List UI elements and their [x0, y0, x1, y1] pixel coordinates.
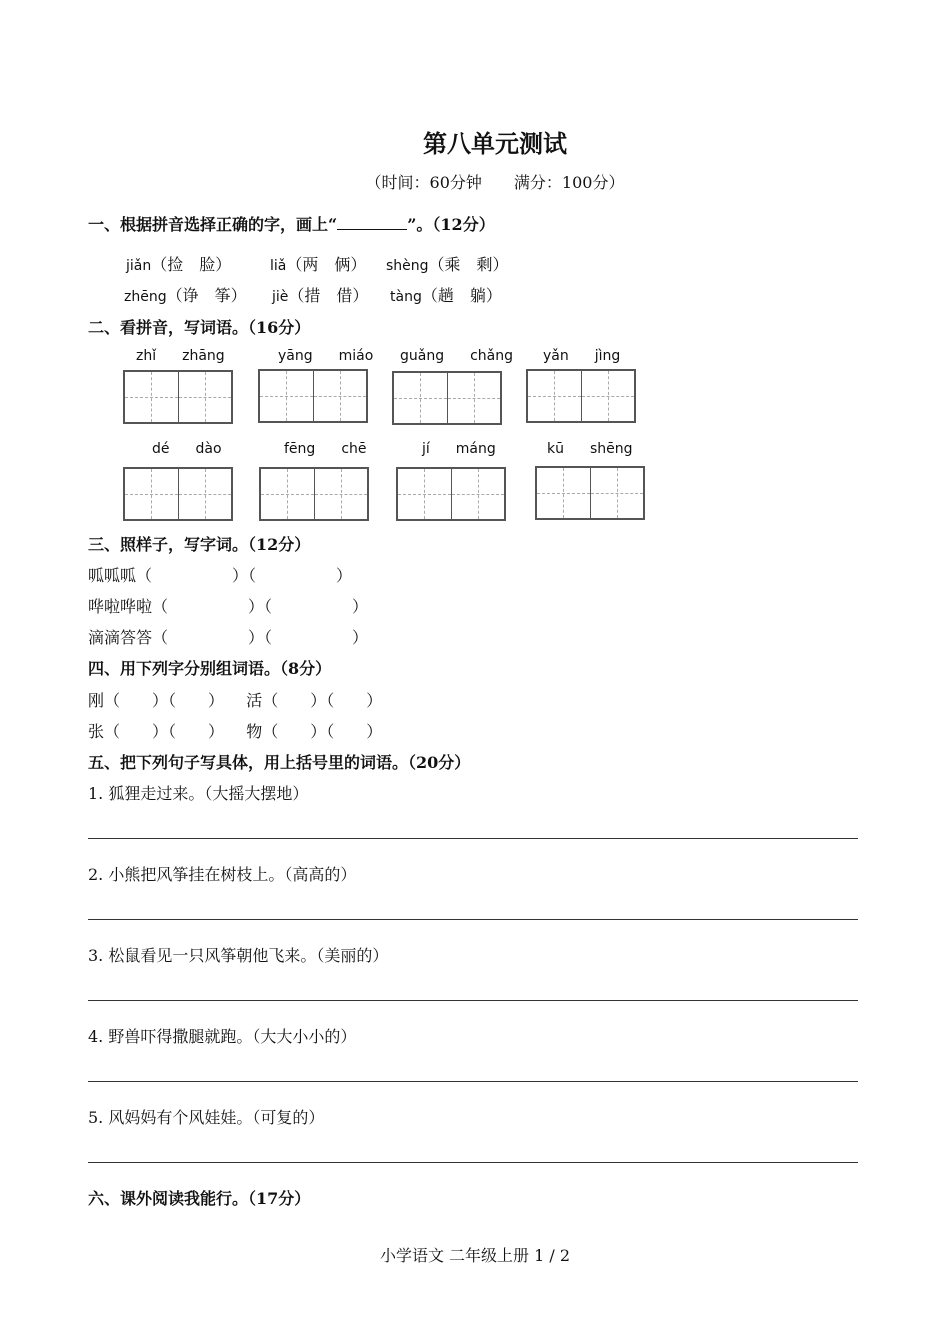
writing-grid[interactable]	[526, 369, 636, 423]
pinyin: yāng	[278, 348, 313, 364]
answer-line[interactable]	[88, 919, 858, 920]
answer-blank[interactable]: （ ）	[264, 597, 369, 616]
section-1-heading	[88, 212, 495, 235]
pinyin: jí	[422, 441, 430, 457]
pinyin: fēng	[284, 441, 316, 457]
pinyin-pair	[278, 348, 373, 364]
pinyin: yǎn	[543, 348, 569, 364]
section-4-heading: 四、用下列字分别组词语。（8分）	[88, 659, 332, 678]
writing-grid[interactable]	[259, 467, 369, 521]
writing-grid[interactable]	[396, 467, 506, 521]
choice-options: （诤 筝）	[166, 286, 247, 305]
character: 活	[246, 691, 263, 710]
answer-blank[interactable]: （ ）	[104, 691, 169, 710]
answer-blank[interactable]: （ ）	[262, 691, 327, 710]
pinyin: jìng	[594, 348, 621, 364]
section-1-heading-text: 一、根据拼音选择正确的字，画上“	[88, 215, 338, 234]
pinyin: shèng	[386, 258, 429, 274]
pinyin: dé	[152, 441, 170, 457]
section-6-heading: 六、课外阅读我能行。（17分）	[88, 1189, 311, 1208]
choice-item	[126, 252, 231, 275]
character: 张	[88, 722, 105, 741]
section-1-heading-score: ”。（12分）	[407, 215, 495, 234]
pinyin: guǎng	[400, 348, 445, 364]
answer-blank[interactable]: （ ）	[326, 691, 383, 710]
pinyin: shēng	[589, 441, 633, 457]
section-3-heading: 三、照样子，写字词。（12分）	[88, 535, 311, 554]
answer-line[interactable]	[88, 1081, 858, 1082]
pinyin: jiè	[272, 289, 289, 305]
writing-grid[interactable]	[123, 370, 233, 424]
pinyin-pair	[284, 441, 367, 457]
page-title: 第八单元测试	[423, 129, 567, 158]
sentence-prompt: 3. 松鼠看见一只风筝朝他飞来。（美丽的）	[88, 946, 389, 965]
pinyin-pair	[422, 441, 496, 457]
choice-options: （乘 剩）	[428, 255, 509, 274]
choice-item	[390, 283, 502, 306]
pinyin: zhǐ	[136, 348, 157, 364]
choice-item	[386, 252, 509, 275]
choice-options: （捡 脸）	[151, 255, 232, 274]
answer-blank[interactable]: （ ）	[168, 722, 225, 741]
answer-blank[interactable]: （ ）	[104, 722, 169, 741]
pinyin: chē	[341, 441, 367, 457]
writing-grid[interactable]	[123, 467, 233, 521]
word-group-row	[88, 688, 382, 711]
pinyin: zhāng	[182, 348, 225, 364]
choice-options: （趟 躺）	[421, 286, 502, 305]
pinyin: zhēng	[124, 289, 167, 305]
pattern-row	[88, 594, 368, 617]
answer-blank[interactable]: （ ）	[168, 691, 225, 710]
pinyin: tàng	[390, 289, 422, 305]
word-group-row	[88, 719, 382, 742]
pinyin-pair	[400, 348, 513, 364]
choice-options: （措 借）	[288, 286, 369, 305]
sentence-prompt: 5. 风妈妈有个风娃娃。（可复的）	[88, 1108, 325, 1127]
character: 刚	[88, 691, 105, 710]
answer-blank[interactable]: （ ）	[248, 566, 353, 585]
pinyin-pair	[543, 348, 620, 364]
example-word: 滴滴答答	[88, 628, 153, 647]
pattern-row	[88, 563, 352, 586]
answer-line[interactable]	[88, 1000, 858, 1001]
writing-grid[interactable]	[392, 371, 502, 425]
section-2-heading: 二、看拼音，写词语。（16分）	[88, 318, 311, 337]
answer-blank[interactable]: （ ）	[326, 722, 383, 741]
pattern-row	[88, 625, 368, 648]
page-footer: 小学语文 二年级上册 1 / 2	[379, 1246, 571, 1265]
example-word: 哗啦哗啦	[88, 597, 153, 616]
pinyin-pair	[152, 441, 222, 457]
choice-item	[270, 252, 366, 275]
sentence-prompt: 1. 狐狸走过来。（大摇大摆地）	[88, 784, 309, 803]
pinyin: máng	[455, 441, 496, 457]
character: 物	[246, 722, 263, 741]
writing-grid[interactable]	[258, 369, 368, 423]
answer-blank[interactable]: （ ）	[136, 566, 249, 585]
underline-sample	[337, 215, 407, 230]
pinyin: chǎng	[470, 348, 514, 364]
answer-blank[interactable]: （ ）	[152, 628, 265, 647]
section-5-heading: 五、把下列句子写具体，用上括号里的词语。（20分）	[88, 753, 471, 772]
sentence-prompt: 4. 野兽吓得撒腿就跑。（大大小小的）	[88, 1027, 357, 1046]
answer-line[interactable]	[88, 1162, 858, 1163]
answer-line[interactable]	[88, 838, 858, 839]
choice-options: （两 俩）	[286, 255, 367, 274]
pinyin: dào	[195, 441, 222, 457]
pinyin: miáo	[338, 348, 374, 364]
example-word: 呱呱呱	[88, 566, 137, 585]
answer-blank[interactable]: （ ）	[264, 628, 369, 647]
pinyin-pair	[547, 441, 633, 457]
choice-item	[124, 283, 247, 306]
pinyin: jiǎn	[126, 258, 152, 274]
test-info: （时间：60分钟 满分：100分）	[365, 173, 625, 192]
answer-blank[interactable]: （ ）	[152, 597, 265, 616]
pinyin: kū	[547, 441, 564, 457]
writing-grid[interactable]	[535, 466, 645, 520]
choice-item	[272, 283, 368, 306]
sentence-prompt: 2. 小熊把风筝挂在树枝上。（高高的）	[88, 865, 357, 884]
pinyin-pair	[136, 348, 225, 364]
answer-blank[interactable]: （ ）	[262, 722, 327, 741]
pinyin: liǎ	[270, 258, 287, 274]
